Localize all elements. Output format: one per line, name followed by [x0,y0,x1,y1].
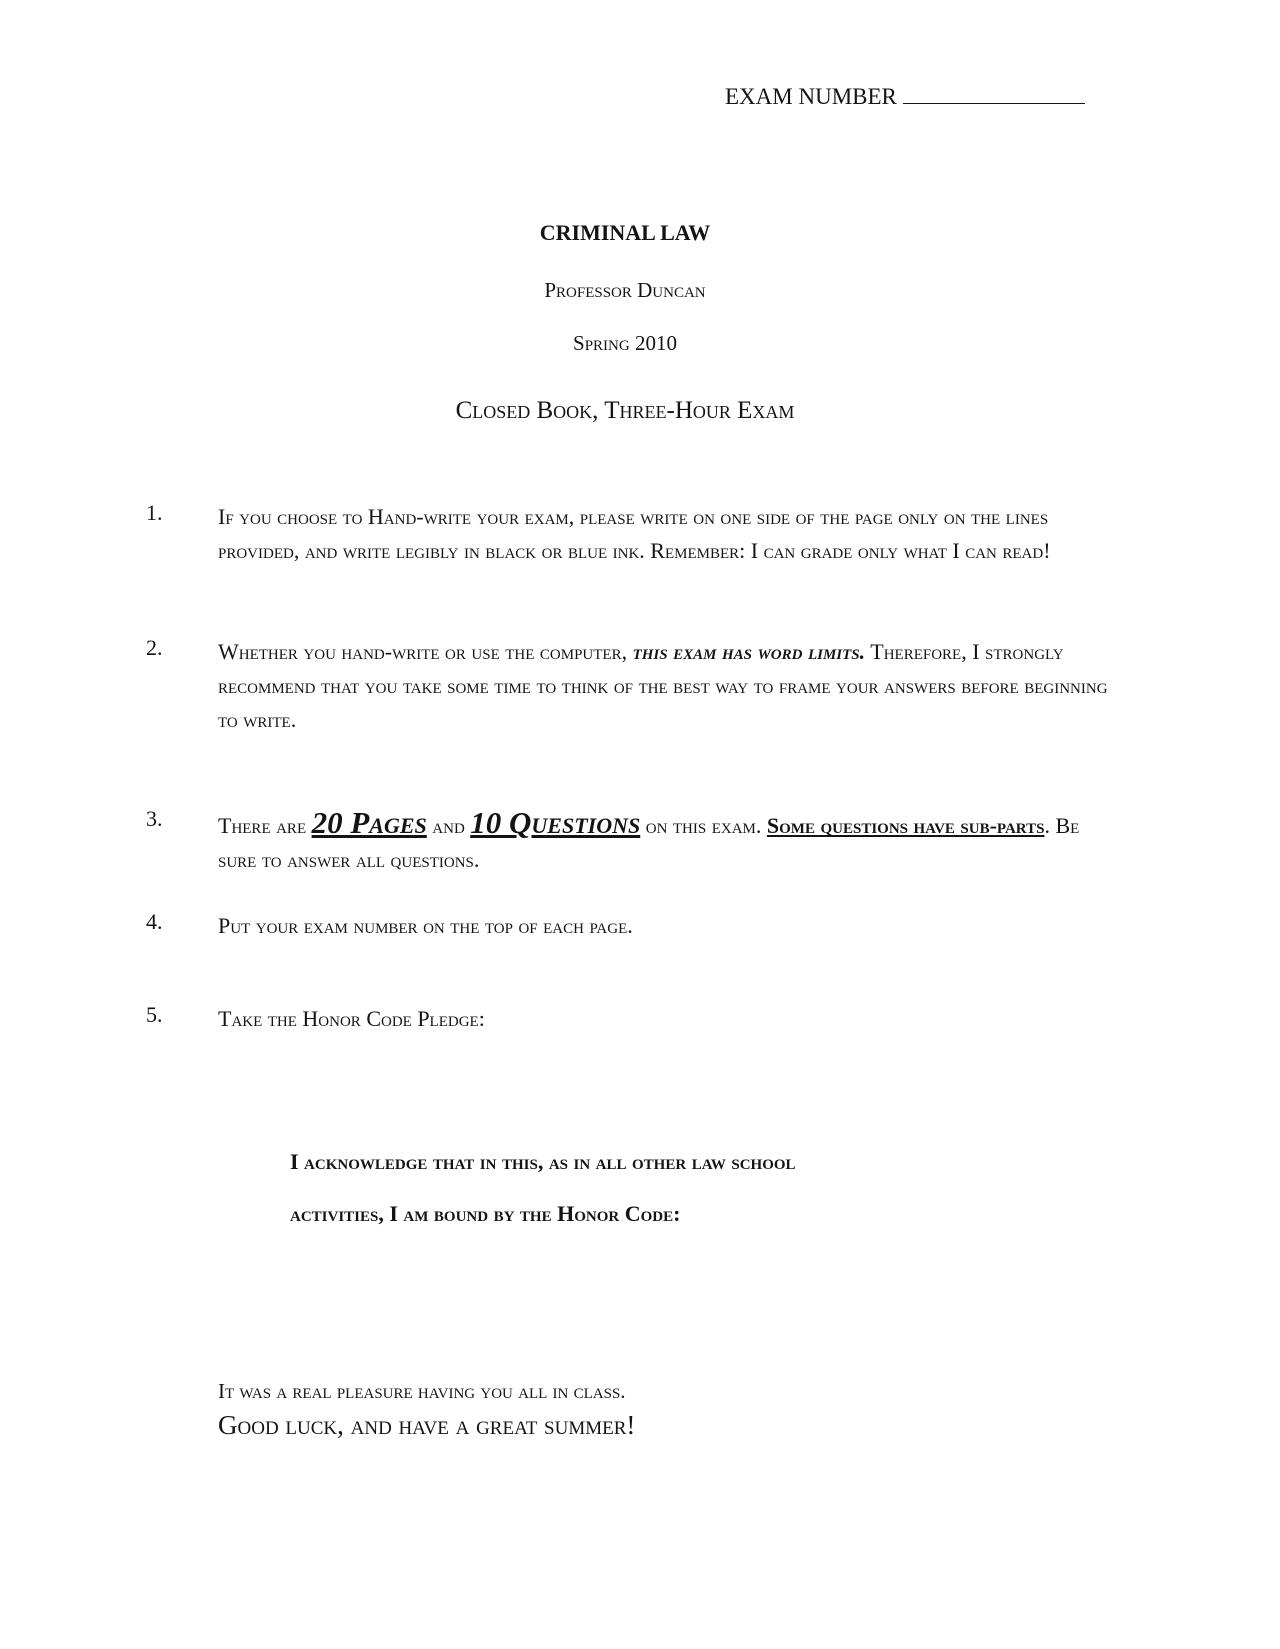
instruction-text-part: Whether you hand-write or use the computer, [218,639,633,664]
sub-parts-emphasis: Some questions have sub-parts [766,813,1045,838]
honor-code-pledge [290,1136,1090,1240]
course-title: CRIMINAL LAW [539,220,711,245]
word-limits-emphasis: this exam has word limits. [632,639,866,664]
exam-number-field [725,84,1085,110]
instruction-text: Take the Honor Code Pledge: [218,1006,485,1031]
instruction-text: If you choose to Hand-write your exam, please write on one side of the page only on the lines provided, and write legibly in black or blue ink. Remember: I can grade only what I can read! [218,504,1051,563]
closing-line: Good luck, and have a great summer! [218,1410,636,1440]
instruction-number: 2. [146,635,163,660]
professor-name: Professor Duncan [544,278,706,302]
instruction-text [218,806,1123,877]
exam-format: Closed Book, Three-Hour Exam [455,397,795,424]
instruction-text-part: on this exam. [640,813,767,838]
exam-term: Spring 2010 [573,331,677,355]
instruction-text: Put your exam number on the top of each page. [218,913,633,938]
instruction-number: 5. [146,1002,163,1027]
exam-number-blank-line[interactable] [903,85,1085,104]
page-count-emphasis: 20 Pages [311,805,427,840]
pledge-line: I acknowledge that in this, as in all other law school [290,1149,796,1174]
instruction-text-part: and [426,813,471,838]
instruction-text-part: There are [218,813,312,838]
instruction-text-part: . Be sure to answer all questions. [218,813,1080,872]
question-count-emphasis: 10 Questions [470,805,641,840]
instruction-number: 1. [146,500,163,525]
closing-message [218,1379,1118,1441]
instruction-text [218,635,1123,737]
closing-line: It was a real pleasure having you all in class. [218,1379,626,1403]
instruction-text-part: Therefore, I strongly recommend that you take some time to think of the best way to frame your answers before beginning to write. [218,639,1108,732]
exam-number-label: EXAM NUMBER [725,84,897,109]
instruction-number: 4. [146,909,163,934]
instruction-number: 3. [146,806,163,831]
pledge-line: activities, I am bound by the Honor Code: [290,1201,681,1226]
